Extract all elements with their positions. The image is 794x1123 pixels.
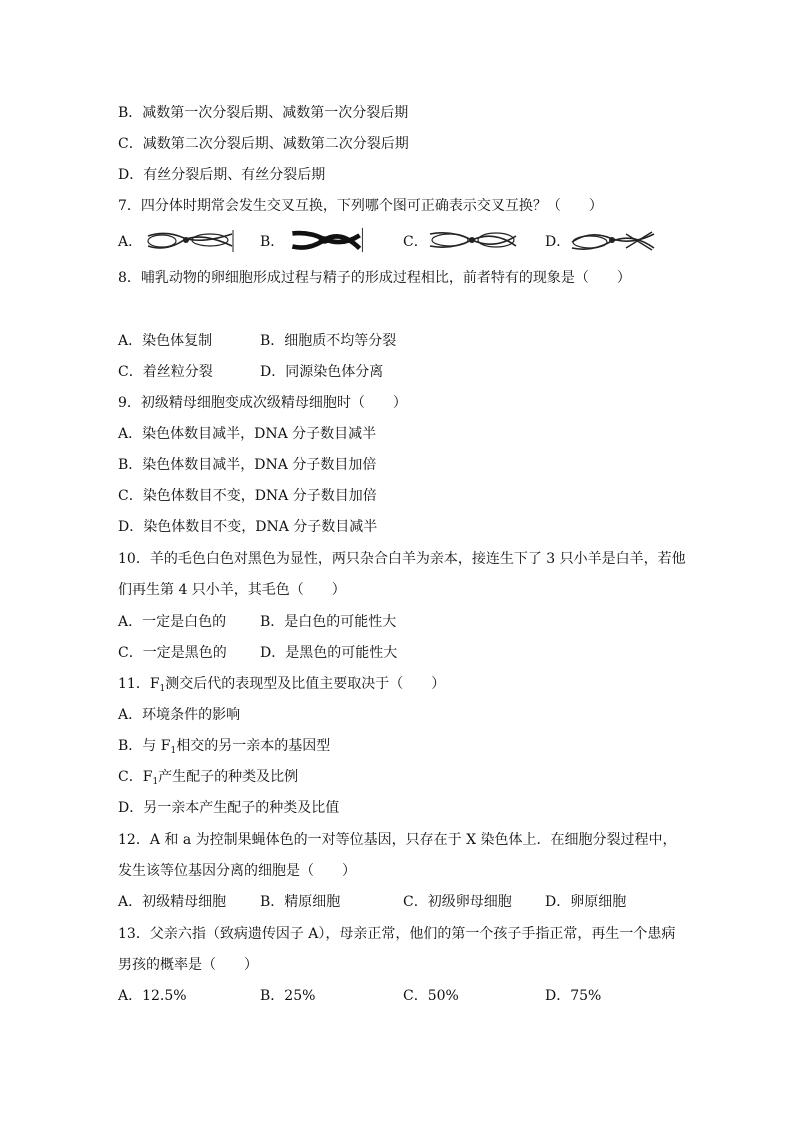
q13-option-a: A．12.5% — [118, 988, 187, 1004]
q13-option-c: C．50% — [403, 988, 459, 1004]
q11-option-b-text: 相交的另一亲本的基因型 — [176, 738, 331, 754]
q8-option-d: D．同源染色体分离 — [260, 364, 384, 380]
q8-option-c: C．着丝粒分裂 — [118, 364, 213, 380]
q10-option-a: A．一定是白色的 — [118, 614, 227, 630]
q7-figure-a — [146, 226, 234, 254]
q9-option-c: C．染色体数目不变，DNA 分子数目加倍 — [118, 488, 377, 504]
q7-label-c: C． — [403, 234, 428, 250]
q11-option-a: A．环境条件的影响 — [118, 707, 241, 723]
q11-f-symbol: F — [149, 676, 160, 692]
q11-option-c-text: 产生配子的种类及比例 — [158, 769, 299, 785]
q10-option-d: D．是黑色的可能性大 — [260, 645, 398, 661]
q10-stem-line1: 10．羊的毛色白色对黑色为显性，两只杂合白羊为亲本，接连生下了 3 只小羊是白羊，若他 — [118, 551, 686, 567]
q11-option-b-f-symbol: F — [160, 738, 171, 754]
q12-option-d: D．卵原细胞 — [545, 894, 627, 910]
q7-label-a: A． — [118, 234, 143, 250]
q11-option-c-prefix: C． — [118, 769, 143, 785]
q11-option-b-prefix: B．与 — [118, 738, 161, 754]
q12-option-b: B．精原细胞 — [260, 894, 341, 910]
q9-option-b: B．染色体数目减半，DNA 分子数目加倍 — [118, 457, 377, 473]
q11-option-c — [118, 767, 298, 792]
q9-stem: 9．初级精母细胞变成次级精母细胞时（ ） — [118, 395, 407, 411]
q10-option-b: B．是白色的可能性大 — [260, 614, 397, 630]
q11-f-subscript: 1 — [159, 684, 166, 694]
q8-option-a: A．染色体复制 — [118, 333, 213, 349]
q7-figure-b — [286, 226, 366, 254]
q11-stem-text: 测交后代的表现型及比值主要取决于（ ） — [165, 676, 446, 692]
q7-stem: 7．四分体时期常会发生交叉互换，下列哪个图可正确表示交叉互换？（ ） — [118, 198, 603, 214]
q11-number: 11． — [118, 676, 150, 692]
q8-option-b: B．细胞质不均等分裂 — [260, 333, 397, 349]
q8-stem: 8．哺乳动物的卵细胞形成过程与精子的形成过程相比，前者特有的现象是（ ） — [118, 270, 631, 286]
q13-option-b: B．25% — [260, 988, 316, 1004]
q7-figure-c — [428, 226, 518, 254]
q13-stem-line1: 13．父亲六指（致病遗传因子 A），母亲正常，他们的第一个孩子手指正常，再生一个患病 — [118, 926, 676, 942]
q11-stem — [118, 674, 445, 699]
q7-label-d: D． — [545, 234, 571, 250]
q11-option-b — [118, 736, 330, 761]
q7-figure-d — [570, 226, 656, 254]
q10-stem-line2: 们再生第 4 只小羊，其毛色（ ） — [118, 582, 346, 598]
q12-stem-line1: 12．A 和 a 为控制果蝇体色的一对等位基因，只存在于 X 染色体上．在细胞分裂过程中， — [118, 832, 677, 848]
q10-option-c: C．一定是黑色的 — [118, 645, 227, 661]
q13-stem-line2: 男孩的概率是（ ） — [118, 957, 258, 973]
q9-option-d: D．染色体数目不变，DNA 分子数目减半 — [118, 519, 378, 535]
q12-option-a: A．初级精母细胞 — [118, 894, 227, 910]
q6-option-d: D．有丝分裂后期、有丝分裂后期 — [118, 167, 326, 183]
q11-option-c-f-symbol: F — [142, 769, 153, 785]
q13-option-d: D．75% — [545, 988, 602, 1004]
q11-option-c-f-subscript: 1 — [152, 777, 159, 787]
q12-option-c: C．初级卵母细胞 — [403, 894, 512, 910]
q12-stem-line2: 发生该等位基因分离的细胞是（ ） — [118, 863, 356, 879]
q6-option-c: C．减数第二次分裂后期、减数第二次分裂后期 — [118, 136, 409, 152]
q11-option-b-f-subscript: 1 — [170, 746, 177, 756]
q11-option-d: D．另一亲本产生配子的种类及比值 — [118, 800, 340, 816]
q9-option-a: A．染色体数目减半，DNA 分子数目减半 — [118, 426, 377, 442]
q6-option-b: B．减数第一次分裂后期、减数第一次分裂后期 — [118, 105, 409, 121]
q7-label-b: B． — [260, 234, 285, 250]
